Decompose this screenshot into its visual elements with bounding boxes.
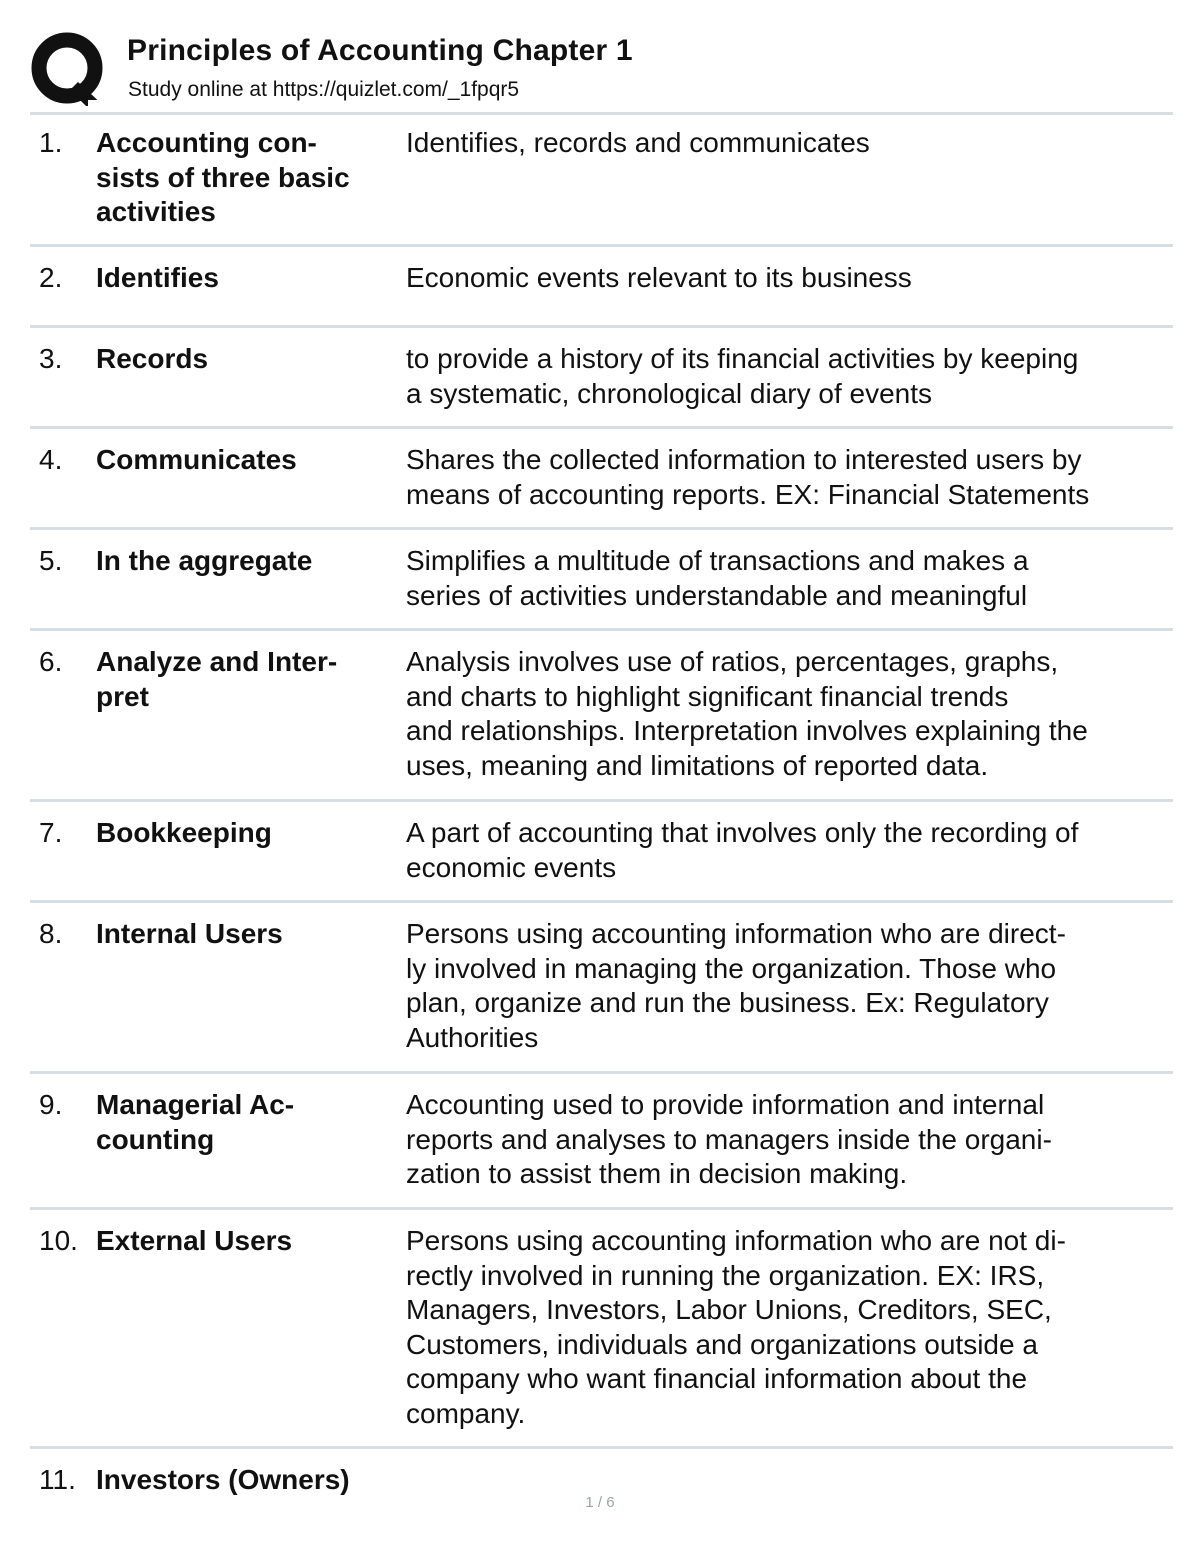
card-definition: [406, 1463, 1173, 1498]
flashcard-row: [30, 126, 1173, 247]
card-number: 10.: [39, 1225, 78, 1256]
card-number: 5.: [39, 545, 63, 576]
card-number: 2.: [39, 262, 63, 293]
card-term: Managerial Ac- counting: [96, 1089, 295, 1155]
card-definition: Identifies, records and communicates: [406, 127, 870, 158]
flashcard-row: [30, 342, 1173, 429]
page-title: Principles of Accounting Chapter 1: [127, 34, 633, 67]
card-number: 7.: [39, 817, 63, 848]
header-divider: [30, 112, 1173, 115]
card-term: Internal Users: [96, 918, 283, 949]
card-definition: Analysis involves use of ratios, percentages, graphs, and charts to highlight significant financial trends and relationships. Interpretation involves explaining the uses, meaning and limitations of reported data.: [406, 646, 1088, 781]
page-number: 1 / 6: [585, 1494, 615, 1511]
flashcard-row: [30, 816, 1173, 903]
page-header: [30, 28, 1175, 112]
card-term: Identifies: [96, 262, 219, 293]
card-number: 4.: [39, 444, 63, 475]
card-definition: to provide a history of its financial activities by keeping a systematic, chronological diary of events: [406, 343, 1079, 409]
flashcard-row: [30, 1224, 1173, 1449]
card-definition: Shares the collected information to interested users by means of accounting reports. EX: Financial Statements: [406, 444, 1090, 510]
card-definition: A part of accounting that involves only the recording of economic events: [406, 817, 1079, 883]
card-definition: Simplifies a multitude of transactions and makes a series of activities understandable and meaningful: [406, 545, 1029, 611]
card-number: 11.: [39, 1464, 76, 1495]
card-number: 8.: [39, 918, 63, 949]
card-term: Analyze and Inter- pret: [96, 646, 338, 712]
flashcard-row: [30, 544, 1173, 631]
card-term: External Users: [96, 1225, 293, 1256]
card-definition: Persons using accounting information who are not di- rectly involved in running the organization. EX: IRS, Managers, Investors, Labor Unions, Creditors, SEC, Customers, individuals and organizations outside a company who want financial information about the company.: [406, 1225, 1066, 1429]
flashcard-row: [30, 261, 1173, 328]
flashcard-row: [30, 443, 1173, 530]
card-term: Accounting con- sists of three basic activities: [96, 127, 350, 227]
quizlet-q-logo-icon: [30, 30, 108, 108]
card-number: 6.: [39, 646, 63, 677]
card-term: Bookkeeping: [96, 817, 272, 848]
card-number: 9.: [39, 1089, 63, 1120]
study-link-text: Study online at https://quizlet.com/_1fpqr5: [128, 78, 520, 101]
card-term: Records: [96, 343, 209, 374]
card-term: Communicates: [96, 444, 297, 475]
card-definition: Economic events relevant to its business: [406, 262, 912, 293]
card-number: 1.: [39, 127, 63, 158]
card-number: 3.: [39, 343, 63, 374]
card-definition: Accounting used to provide information and internal reports and analyses to managers inside the organi- zation to assist them in decision making.: [406, 1089, 1052, 1189]
card-term: In the aggregate: [96, 545, 313, 576]
card-term: Investors (Owners): [96, 1464, 350, 1495]
flashcard-row: [30, 1088, 1173, 1210]
flashcard-row: [30, 917, 1173, 1074]
flashcard-row: [30, 645, 1173, 802]
card-definition: Persons using accounting information who are direct- ly involved in managing the organization. Those who plan, organize and run the business. Ex: Regulatory Authorities: [406, 918, 1066, 1053]
flashcard-list: [30, 126, 1173, 1503]
